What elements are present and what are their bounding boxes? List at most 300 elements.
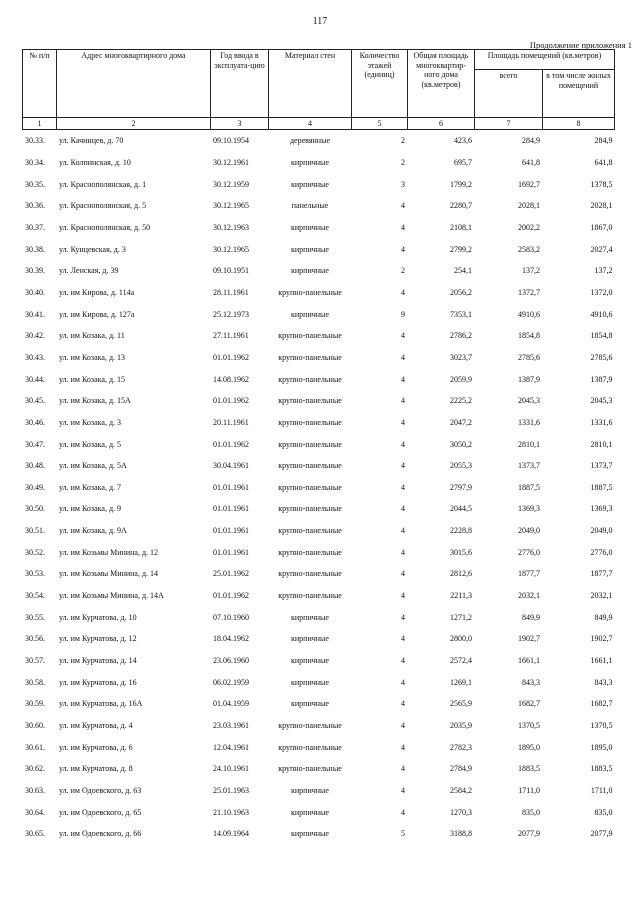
row-premises-total: 1331,6 [518, 417, 540, 427]
row-total-area: 2812,6 [450, 569, 472, 579]
row-premises-total: 2583,2 [518, 244, 540, 254]
row-floors: 4 [401, 504, 405, 514]
table-row [23, 173, 615, 195]
row-material: крупно-панельные [278, 526, 342, 536]
row-floors: 4 [401, 677, 405, 687]
row-total-area: 423,6 [454, 136, 472, 146]
row-number: 30.33. [25, 136, 45, 146]
row-premises-total: 1373,7 [518, 461, 540, 471]
row-address: ул. им Одоевского, д. 65 [59, 807, 142, 817]
row-address: ул. им Козьмы Минина, д. 14А [59, 591, 164, 601]
row-material: крупно-панельные [278, 439, 342, 449]
row-total-area: 2055,3 [450, 461, 472, 471]
row-total-area: 2225,2 [450, 396, 472, 406]
row-date: 25.01.1963 [213, 786, 249, 796]
header-num: № п/п [23, 50, 57, 118]
row-floors: 4 [401, 526, 405, 536]
row-floors: 4 [401, 786, 405, 796]
row-date: 01.04.1959 [213, 699, 249, 709]
continuation-note: Продолжение приложения 1 [529, 40, 632, 50]
housing-table [22, 49, 615, 845]
row-number: 30.63. [25, 786, 45, 796]
row-total-area: 2044,5 [450, 504, 472, 514]
row-address: ул. им Козака, д. 5А [59, 461, 127, 471]
row-floors: 4 [401, 352, 405, 362]
table-body [23, 130, 615, 845]
row-material: кирпичные [291, 656, 329, 666]
row-address: ул. им Одоевского, д. 66 [59, 829, 142, 839]
row-address: ул. им Козака, д. 3 [59, 417, 122, 427]
row-material: крупно-панельные [278, 742, 342, 752]
row-floors: 4 [401, 612, 405, 622]
table-row [23, 260, 615, 282]
row-material: крупно-панельные [278, 417, 342, 427]
row-floors: 4 [401, 656, 405, 666]
row-address: ул. им Курчатова, д. 8 [59, 764, 133, 774]
header-material: Материал стен [269, 50, 352, 118]
row-total-area: 254,1 [454, 266, 472, 276]
table-row [23, 152, 615, 174]
row-total-area: 2784,9 [450, 764, 472, 774]
row-material: крупно-панельные [278, 482, 342, 492]
row-date: 25.12.1973 [213, 309, 249, 319]
row-number: 30.41. [25, 309, 45, 319]
row-number: 30.43. [25, 352, 45, 362]
row-premises-total: 1661,1 [518, 656, 540, 666]
row-material: крупно-панельные [278, 591, 342, 601]
column-number: 6 [408, 118, 475, 130]
table-row [23, 455, 615, 477]
row-premises-total: 2045,3 [518, 396, 540, 406]
row-date: 07.10.1960 [213, 612, 249, 622]
row-floors: 4 [401, 331, 405, 341]
row-number: 30.34. [25, 157, 45, 167]
row-date: 24.10.1961 [213, 764, 249, 774]
row-premises-total: 2077,9 [518, 829, 540, 839]
row-material: кирпичные [291, 222, 329, 232]
row-date: 06.02.1959 [213, 677, 249, 687]
table-row [23, 238, 615, 260]
column-number: 8 [543, 118, 615, 130]
row-material: кирпичные [291, 699, 329, 709]
row-premises-living: 1895,0 [590, 742, 613, 752]
row-premises-total: 1682,7 [518, 699, 540, 709]
row-premises-living: 843,3 [594, 677, 613, 687]
table-row [23, 217, 615, 239]
row-date: 30.04.1961 [213, 461, 249, 471]
row-premises-living: 1854,8 [590, 331, 613, 341]
row-date: 23.06.1960 [213, 656, 249, 666]
row-material: крупно-панельные [278, 721, 342, 731]
row-total-area: 2047,2 [450, 417, 472, 427]
row-premises-living: 1887,5 [590, 482, 613, 492]
row-material: крупно-панельные [278, 287, 342, 297]
row-premises-living: 1373,7 [590, 461, 613, 471]
row-number: 30.59. [25, 699, 45, 709]
row-date: 21.10.1963 [213, 807, 249, 817]
row-material: кирпичные [291, 786, 329, 796]
row-floors: 4 [401, 721, 405, 731]
table-row [23, 325, 615, 347]
row-total-area: 3023,7 [450, 352, 472, 362]
row-date: 30.12.1963 [213, 222, 249, 232]
row-address: ул. им Одоевского, д. 63 [59, 786, 142, 796]
row-date: 30.12.1965 [213, 244, 249, 254]
row-floors: 4 [401, 591, 405, 601]
row-premises-living: 2027,4 [590, 244, 613, 254]
row-floors: 4 [401, 417, 405, 427]
row-premises-living: 137,2 [594, 266, 613, 276]
row-date: 27.11.1961 [213, 331, 249, 341]
table-row [23, 628, 615, 650]
table-row [23, 671, 615, 693]
column-number-row [23, 118, 615, 130]
header-premises-living: в том числе жилых помещений [543, 70, 615, 118]
row-total-area: 1271,2 [450, 612, 472, 622]
row-floors: 5 [401, 829, 405, 839]
row-total-area: 2797,9 [450, 482, 472, 492]
row-total-area: 2584,2 [450, 786, 472, 796]
table-row [23, 433, 615, 455]
row-date: 14.08.1962 [213, 374, 249, 384]
row-material: крупно-панельные [278, 331, 342, 341]
row-address: ул. им Курчатова, д. 10 [59, 612, 137, 622]
row-total-area: 2035,9 [450, 721, 472, 731]
row-premises-total: 849,9 [522, 612, 540, 622]
row-premises-living: 2032,1 [590, 591, 613, 601]
row-number: 30.54. [25, 591, 45, 601]
row-material: панельные [291, 201, 329, 211]
row-date: 01.01.1962 [213, 396, 249, 406]
row-date: 01.01.1962 [213, 591, 249, 601]
row-floors: 4 [401, 742, 405, 752]
row-premises-total: 1711,0 [518, 786, 540, 796]
row-total-area: 1270,3 [450, 807, 472, 817]
row-material: крупно-панельные [278, 352, 342, 362]
table-row [23, 823, 615, 845]
table-row [23, 693, 615, 715]
table-row [23, 606, 615, 628]
row-total-area: 1799,2 [450, 179, 472, 189]
row-total-area: 2228,8 [450, 526, 472, 536]
table-row [23, 195, 615, 217]
row-material: крупно-панельные [278, 396, 342, 406]
row-premises-total: 1692,7 [518, 179, 540, 189]
row-premises-total: 2028,1 [518, 201, 540, 211]
row-premises-total: 2002,2 [518, 222, 540, 232]
row-material: кирпичные [291, 634, 329, 644]
row-premises-living: 2049,0 [590, 526, 613, 536]
row-number: 30.55. [25, 612, 45, 622]
row-number: 30.58. [25, 677, 45, 687]
row-address: ул. им Козака, д. 9А [59, 526, 127, 536]
row-premises-total: 4910,6 [518, 309, 540, 319]
table-row [23, 130, 615, 152]
row-premises-total: 1369,3 [518, 504, 540, 514]
row-address: ул. им Козака, д. 15 [59, 374, 126, 384]
row-address: ул. им Козака, д. 13 [59, 352, 126, 362]
row-premises-living: 1387,9 [590, 374, 613, 384]
row-total-area: 2280,7 [450, 201, 472, 211]
row-premises-living: 2785,6 [590, 352, 613, 362]
column-number: 4 [269, 118, 352, 130]
row-premises-total: 2810,1 [518, 439, 540, 449]
row-number: 30.52. [25, 547, 45, 557]
row-premises-living: 1682,7 [590, 699, 613, 709]
row-address: ул. им Козьмы Минина, д. 12 [59, 547, 159, 557]
row-total-area: 1269,1 [450, 677, 472, 687]
row-material: кирпичные [291, 266, 329, 276]
row-premises-living: 1902,7 [590, 634, 613, 644]
row-address: ул. им Козака, д. 15А [59, 396, 131, 406]
table-row [23, 715, 615, 737]
row-floors: 4 [401, 396, 405, 406]
row-number: 30.53. [25, 569, 45, 579]
table-row [23, 412, 615, 434]
row-premises-total: 1370,5 [518, 721, 540, 731]
row-date: 01.01.1962 [213, 439, 249, 449]
row-floors: 2 [401, 157, 405, 167]
row-number: 30.42. [25, 331, 45, 341]
row-premises-living: 849,9 [594, 612, 613, 622]
table-row [23, 780, 615, 802]
row-premises-living: 1867,0 [590, 222, 613, 232]
column-number: 5 [352, 118, 408, 130]
row-material: кирпичные [291, 807, 329, 817]
row-premises-living: 284,9 [594, 136, 613, 146]
row-total-area: 2565,9 [450, 699, 472, 709]
row-premises-total: 2032,1 [518, 591, 540, 601]
row-premises-total: 2049,0 [518, 526, 540, 536]
row-premises-total: 1387,9 [518, 374, 540, 384]
table-row [23, 347, 615, 369]
header-premises-total: всего [475, 70, 543, 118]
row-address: ул. им Курчатова, д. 4 [59, 721, 133, 731]
row-number: 30.45. [25, 396, 45, 406]
row-total-area: 2786,2 [450, 331, 472, 341]
row-date: 01.01.1962 [213, 352, 249, 362]
row-date: 30.12.1959 [213, 179, 249, 189]
row-premises-total: 1883,5 [518, 764, 540, 774]
row-material: крупно-панельные [278, 569, 342, 579]
table-row [23, 541, 615, 563]
row-premises-living: 2028,1 [590, 201, 613, 211]
row-premises-living: 1378,5 [590, 179, 613, 189]
row-material: крупно-панельные [278, 374, 342, 384]
row-floors: 4 [401, 699, 405, 709]
header-address: Адрес многоквартирного дома [57, 50, 211, 118]
row-date: 14.09.1964 [213, 829, 249, 839]
row-total-area: 3015,6 [450, 547, 472, 557]
row-address: ул. им Курчатова, д. 14 [59, 656, 137, 666]
row-date: 09.10.1954 [213, 136, 249, 146]
row-premises-living: 2776,0 [590, 547, 613, 557]
row-number: 30.57. [25, 656, 45, 666]
row-premises-living: 4910,6 [590, 309, 613, 319]
row-address: ул. Качинцев, д. 70 [59, 136, 124, 146]
row-number: 30.51. [25, 526, 45, 536]
row-premises-living: 2077,9 [590, 829, 613, 839]
header-premises-area: Площадь помещений (кв.метров) [475, 50, 615, 70]
row-floors: 3 [401, 179, 405, 189]
row-floors: 4 [401, 461, 405, 471]
row-number: 30.61. [25, 742, 45, 752]
row-floors: 4 [401, 807, 405, 817]
row-number: 30.65. [25, 829, 45, 839]
row-total-area: 3188,8 [450, 829, 472, 839]
row-number: 30.48. [25, 461, 45, 471]
row-address: ул. им Курчатова, д. 16 [59, 677, 137, 687]
row-total-area: 7353,1 [450, 309, 472, 319]
row-premises-living: 2810,1 [590, 439, 613, 449]
row-total-area: 695,7 [454, 157, 472, 167]
row-number: 30.39. [25, 266, 45, 276]
row-number: 30.50. [25, 504, 45, 514]
row-floors: 2 [401, 266, 405, 276]
table-row [23, 282, 615, 304]
row-number: 30.60. [25, 721, 45, 731]
row-date: 12.04.1961 [213, 742, 249, 752]
row-date: 25.01.1962 [213, 569, 249, 579]
row-total-area: 2782,3 [450, 742, 472, 752]
row-date: 18.04.1962 [213, 634, 249, 644]
row-material: кирпичные [291, 612, 329, 622]
row-material: кирпичные [291, 677, 329, 687]
row-number: 30.36. [25, 201, 45, 211]
row-number: 30.49. [25, 482, 45, 492]
row-number: 30.38. [25, 244, 45, 254]
row-premises-total: 284,9 [522, 136, 540, 146]
row-date: 30.12.1961 [213, 157, 249, 167]
row-material: крупно-панельные [278, 764, 342, 774]
row-material: кирпичные [291, 309, 329, 319]
row-floors: 2 [401, 136, 405, 146]
table-row [23, 477, 615, 499]
row-premises-living: 641,8 [594, 157, 613, 167]
row-floors: 4 [401, 547, 405, 557]
row-address: ул. им Козака, д. 11 [59, 331, 125, 341]
row-address: ул. им Козьмы Минина, д. 14 [59, 569, 159, 579]
table-row [23, 498, 615, 520]
row-address: ул. им Кирова, д. 127а [59, 309, 135, 319]
row-floors: 4 [401, 244, 405, 254]
column-number: 7 [475, 118, 543, 130]
row-floors: 4 [401, 374, 405, 384]
row-material: крупно-панельные [278, 461, 342, 471]
table-row [23, 650, 615, 672]
row-address: ул. Краснополянская, д. 50 [59, 222, 151, 232]
row-material: кирпичные [291, 179, 329, 189]
table-row [23, 801, 615, 823]
row-address: ул. им Козака, д. 7 [59, 482, 122, 492]
header-total-area: Общая площадь многоквартир-ного дома (кв.метров) [408, 50, 475, 118]
row-floors: 4 [401, 634, 405, 644]
table-row [23, 736, 615, 758]
row-number: 30.64. [25, 807, 45, 817]
row-number: 30.35. [25, 179, 45, 189]
row-address: ул. им Козака, д. 9 [59, 504, 122, 514]
table-row [23, 563, 615, 585]
row-date: 30.12.1965 [213, 201, 249, 211]
row-total-area: 2059,9 [450, 374, 472, 384]
row-material: кирпичные [291, 829, 329, 839]
row-number: 30.37. [25, 222, 45, 232]
column-number: 1 [23, 118, 57, 130]
row-date: 23.03.1961 [213, 721, 249, 731]
row-date: 01.01.1961 [213, 547, 249, 557]
row-material: кирпичные [291, 157, 329, 167]
row-premises-living: 1661,1 [590, 656, 613, 666]
row-date: 01.01.1961 [213, 504, 249, 514]
table-row [23, 585, 615, 607]
row-floors: 4 [401, 287, 405, 297]
row-premises-living: 1369,3 [590, 504, 613, 514]
row-total-area: 2108,1 [450, 222, 472, 232]
row-premises-total: 835,0 [522, 807, 540, 817]
row-floors: 9 [401, 309, 405, 319]
row-floors: 4 [401, 439, 405, 449]
row-number: 30.62. [25, 764, 45, 774]
table-row [23, 368, 615, 390]
row-address: ул. Краснополянская, д. 1 [59, 179, 147, 189]
row-number: 30.56. [25, 634, 45, 644]
row-address: ул. Ленская, д. 39 [59, 266, 119, 276]
row-date: 09.10.1951 [213, 266, 249, 276]
row-premises-total: 1372,7 [518, 287, 540, 297]
row-number: 30.40. [25, 287, 45, 297]
row-address: ул. им Курчатова, д. 12 [59, 634, 137, 644]
row-premises-living: 1370,5 [590, 721, 613, 731]
row-premises-living: 1331,6 [590, 417, 613, 427]
row-address: ул. им Козака, д. 5 [59, 439, 122, 449]
row-total-area: 2211,3 [450, 591, 472, 601]
row-premises-living: 835,0 [594, 807, 613, 817]
row-floors: 4 [401, 482, 405, 492]
row-number: 30.44. [25, 374, 45, 384]
row-number: 30.46. [25, 417, 45, 427]
row-date: 01.01.1961 [213, 482, 249, 492]
row-premises-total: 1895,0 [518, 742, 540, 752]
row-address: ул. им Курчатова, д. 16А [59, 699, 143, 709]
row-floors: 4 [401, 201, 405, 211]
row-total-area: 2799,2 [450, 244, 472, 254]
row-date: 01.01.1961 [213, 526, 249, 536]
table-row [23, 520, 615, 542]
row-premises-total: 1887,5 [518, 482, 540, 492]
row-address: ул. Кунцевская, д. 3 [59, 244, 126, 254]
row-total-area: 2800,0 [450, 634, 472, 644]
row-address: ул. Колпинская, д. 10 [59, 157, 131, 167]
row-premises-total: 843,3 [522, 677, 540, 687]
row-total-area: 2056,2 [450, 287, 472, 297]
column-number: 2 [57, 118, 211, 130]
row-number: 30.47. [25, 439, 45, 449]
row-total-area: 3050,2 [450, 439, 472, 449]
row-floors: 4 [401, 764, 405, 774]
row-material: крупно-панельные [278, 547, 342, 557]
row-premises-living: 1372,0 [590, 287, 613, 297]
row-address: ул. им Курчатова, д. 6 [59, 742, 133, 752]
row-premises-living: 1877,7 [590, 569, 613, 579]
page-number: 117 [312, 16, 328, 27]
header-year: Год ввода в эксплуата-цию [211, 50, 269, 118]
table-row [23, 758, 615, 780]
row-premises-total: 1877,7 [518, 569, 540, 579]
table-row [23, 390, 615, 412]
row-premises-total: 137,2 [522, 266, 540, 276]
row-material: деревянные [289, 136, 330, 146]
row-address: ул. Краснополянская, д. 5 [59, 201, 147, 211]
